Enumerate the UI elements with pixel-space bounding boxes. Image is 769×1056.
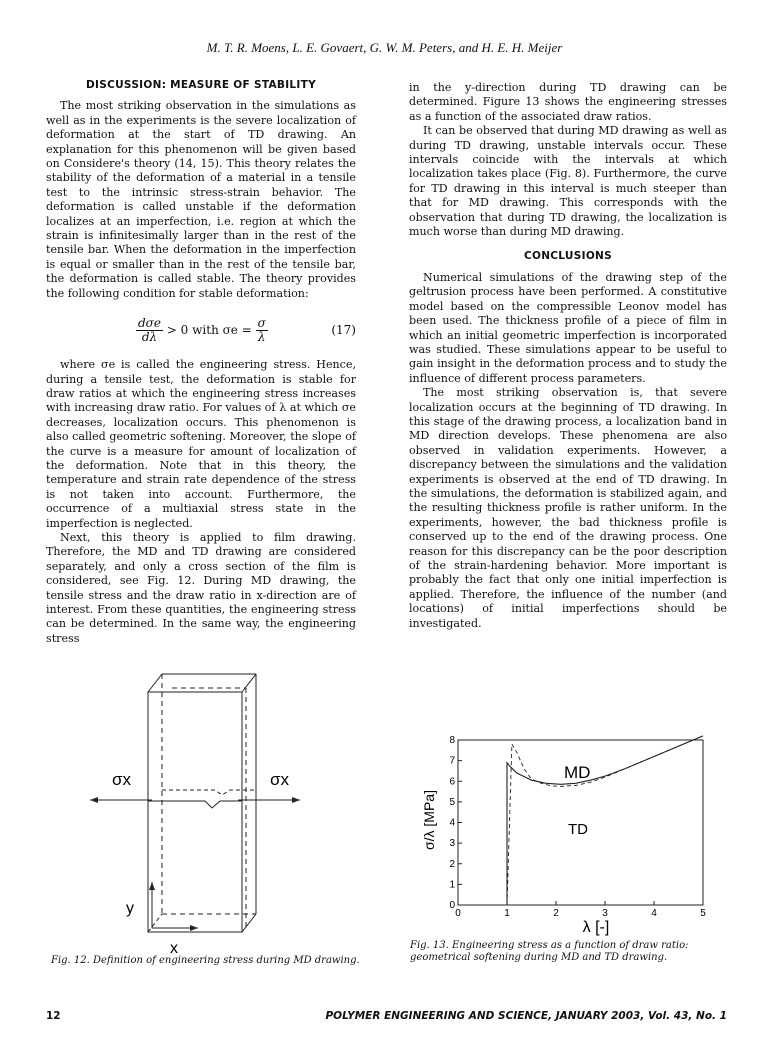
film-edge [148,674,162,692]
chart-series-group [507,736,703,905]
y-tick-label: 8 [449,735,455,746]
x-tick-label: 5 [700,908,706,919]
paragraph: It can be observed that during MD drawing as well as during TD drawing, unstable intervals occur. These intervals coincide with the intervals at which localization takes place (Fig. 8). Furthermore, the curve for TD drawing in this interval is much steeper than that for MD drawing. This corresponds with the observation that during TD drawing, the localization is much worse than during MD drawing. [409,124,727,239]
y-tick-label: 2 [449,858,455,870]
figure-13 [418,730,718,940]
sigma-x-left-label: σx [112,770,131,789]
paragraph: Numerical simulations of the drawing step of the geltrusion process have been performed. A constitutive model based on the compressible Leonov model has been used. The thickness profile of a piece of film in which an initial geometric imperfection is incorporated was studied. These simulations appear to be useful to gain insight in the deformation process and to study the influence of different process parameters. [409,270,727,385]
y-tick-label: 6 [449,776,455,788]
film-edge [242,674,256,692]
figure-13-caption: Fig. 13. Engineering stress as a function of draw ratio: geometrical softening during MD and TD drawing. [410,940,689,963]
right-column [409,81,727,631]
equation-lhs: $\frac{\text{dσe}}{d\lambda}$ [138,316,161,345]
journal-footer: POLYMER ENGINEERING AND SCIENCE, JANUARY 2003, Vol. 43, No. 1 [325,1010,727,1022]
paragraph: The most striking observation in the simulations as well as in the experiments is the severe localization of deformation at the start of TD drawing. An explanation for this phenomenon will be given based on Considere's theory (14, 15). This theory relates the stability of the deformation of a material in a tensile test to the intrinsic stress-strain behavior. The deformation is called unstable if the deformation localizes at an imperfection, i.e. region at which the strain is infinitesimally larger than in the rest of the tensile bar. When the deformation in the imperfection is equal or smaller than in the rest of the tensile bar, the deformation is called stable. The theory provides the following condition for stable deformation: [46,99,356,300]
x-axis-label: x [170,940,178,955]
paragraph: where σe is called the engineering stress. Hence, during a tensile test, the deformation is stable for draw ratios at which the engineering stress increases with increasing draw ratio. For values of λ at which σe decreases, localization occurs. This phenomenon is also called geometric softening. Moreover, the slope of the curve is a measure for amount of localization of the deformation. Note that in this theory, the temperature and strain rate dependence of the stress is not taken into account. Furthermore, the occurrence of a multiaxial stress state in the imperfection is neglected. [46,358,356,530]
paragraph: in the y-direction during TD drawing can be determined. Figure 13 shows the engineering stresses as a function of the associated draw ratios. [409,81,727,123]
y-tick-label: 0 [449,900,455,911]
x-axis-title: λ [-] [582,919,610,936]
y-axis-title: σ/λ [MPa] [421,790,437,850]
y-tick-label: 5 [449,796,455,808]
arrowhead-icon [190,925,198,931]
equation-middle: > 0 with σe = [166,323,252,338]
figure-12 [60,660,320,955]
left-column [46,78,356,646]
x-tick-label: 1 [504,908,510,919]
y-tick-label: 1 [449,879,455,891]
arrowhead-icon [149,882,155,890]
equation-rhs: $\frac{\sigma}{\lambda}$ [257,316,266,345]
x-tick-label: 4 [651,908,657,919]
y-axis-label: y [126,900,134,917]
x-tick-label: 0 [455,908,461,919]
equation-17 [46,317,356,344]
y-tick-label: 3 [449,838,455,850]
page-number: 12 [46,1010,61,1022]
x-tick-label: 3 [602,908,608,919]
arrowhead-icon [90,797,98,803]
paragraph: Next, this theory is applied to film drawing. Therefore, the MD and TD drawing are considered separately, and only a cross section of the film is considered, see Fig. 12. During MD drawing, the tensile stress and the draw ratio in x-direction are of interest. From these quantities, the engineering stress can be determined. In the same way, the engineering stress [46,530,356,645]
series-label-td: TD [568,821,588,838]
film-hidden-edge [148,914,162,932]
figure-12-drawing [60,660,320,955]
series-line-md [507,736,703,905]
figure-13-chart [418,730,718,940]
running-header: M. T. R. Moens, L. E. Govaert, G. W. M. Peters, and H. E. H. Meijer [206,40,563,55]
series-label-md: MD [564,763,591,782]
y-tick-label: 7 [449,755,455,767]
section-title-conclusions: CONCLUSIONS [523,250,612,263]
paragraph: The most striking observation is, that severe localization occurs at the beginning of TD drawing. In this stage of the drawing process, a localization band in MD direction develops. These phenomena are also observed in validation experiments. However, a discrepancy between the simulations and the validation experiments is observed at the end of TD drawing. In the simulations, the deformation is stabilized again, and the resulting thickness profile is rather uniform. In the experiments, however, the bad thickness profile is conserved up to the end of the drawing process. One reason for this discrepancy can be the poor description of the strain-hardening behavior. More important is probably the fact that only one initial imperfection is applied. Therefore, the influence of the number (and locations) of initial imperfections should be investigated. [409,386,727,630]
film-edge [242,914,256,932]
series-line-td [507,736,703,905]
arrowhead-icon [292,797,300,803]
equation-number: (17) [331,323,356,338]
y-tick-label: 4 [449,817,455,829]
figure-12-caption: Fig. 12. Definition of engineering stress during MD drawing. [51,955,360,966]
x-tick-label: 2 [553,908,559,919]
section-title-discussion: DISCUSSION: MEASURE OF STABILITY [86,79,316,91]
sigma-x-right-label: σx [270,770,289,789]
